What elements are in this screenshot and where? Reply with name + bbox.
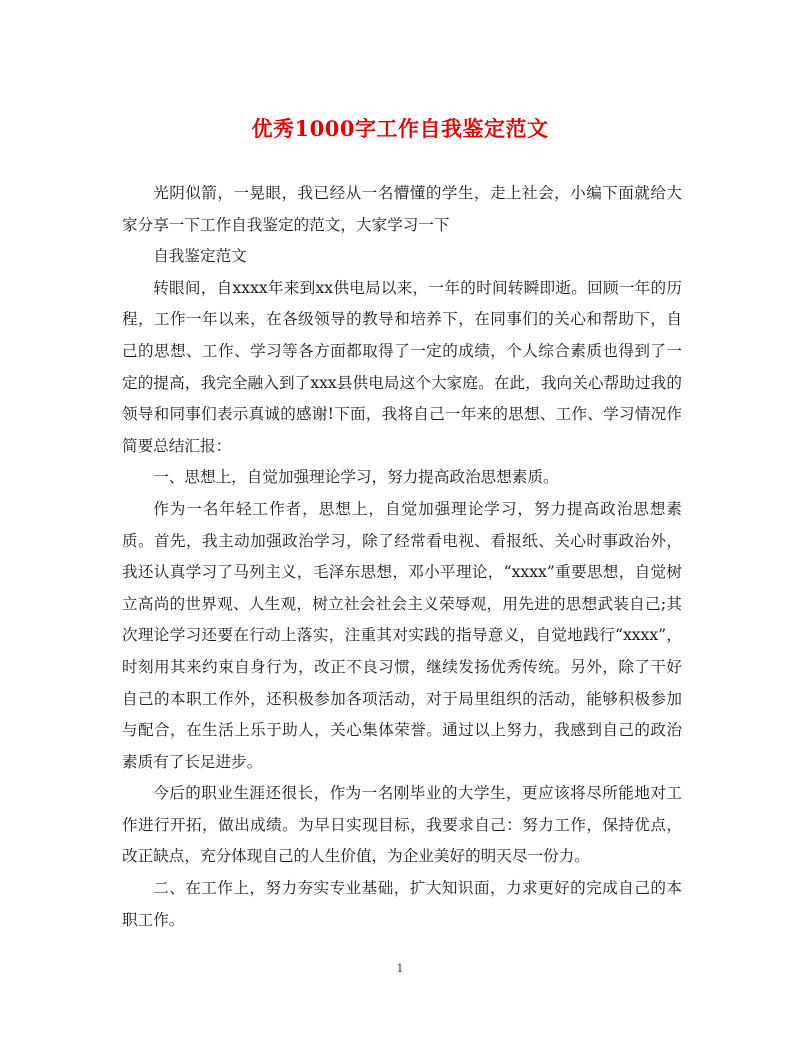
- section-heading-1: 一、思想上，自觉加强理论学习，努力提高政治思想素质。: [153, 468, 559, 487]
- paragraph-intro: 光阴似箭，一晃眼，我已经从一名懵懂的学生，走上社会，小编下面就给大家分享一下工作自我鉴定的范文，大家学习一下: [122, 184, 682, 234]
- paragraph-future: 今后的职业生涯还很长，作为一名刚毕业的大学生，更应该将尽所能地对工作进行开拓，做出成绩。为早日实现目标，我要求自己：努力工作，保持优点，改正缺点，充分体现自己的人生价值，为企业美好的明天尽一份力。: [122, 784, 682, 866]
- paragraph-thought: 作为一名年轻工作者，思想上，自觉加强理论学习，努力提高政治思想素质。首先，我主动加强政治学习，除了经常看电视、看报纸、关心时事政治外，我还认真学习了马列主义，毛泽东思想，邓小平理论，“xxxx”重要思想，自觉树立高尚的世界观、人生观，树立社会社会主义荣辱观，用先进的思想武装自己;其次理论学习还要在行动上落实，注重其对实践的指导意义，自觉地践行“xxxx”，时刻用其来约束自身行为，改正不良习惯，继续发扬优秀传统。另外，除了干好自己的本职工作外，还积极参加各项活动，对于局里组织的活动，能够积极参加与配合，在生活上乐于助人，关心集体荣誉。通过以上努力，我感到自己的政治素质有了长足进步。: [122, 499, 682, 771]
- page-number: 1: [396, 962, 404, 975]
- section-heading-2: 二、在工作上，努力夯实专业基础，扩大知识面，力求更好的完成自己的本职工作。: [122, 879, 682, 929]
- document-title: 优秀1000字工作自我鉴定范文: [251, 116, 549, 141]
- document-body: [122, 178, 682, 936]
- paragraph-opening: 转眼间，自xxxx年来到xx供电局以来，一年的时间转瞬即逝。回顾一年的历程，工作一年以来，在各级领导的教导和培养下，在同事们的关心和帮助下，自己的思想、工作、学习等各方面都取得了一定的成绩，个人综合素质也得到了一定的提高，我完全融入到了xxx县供电局这个大家庭。在此，我向关心帮助过我的领导和同事们表示真诚的感谢!下面，我将自己一年来的思想、工作、学习情况作简要总结汇报：: [122, 278, 682, 455]
- paragraph-subheading: 自我鉴定范文: [153, 247, 247, 266]
